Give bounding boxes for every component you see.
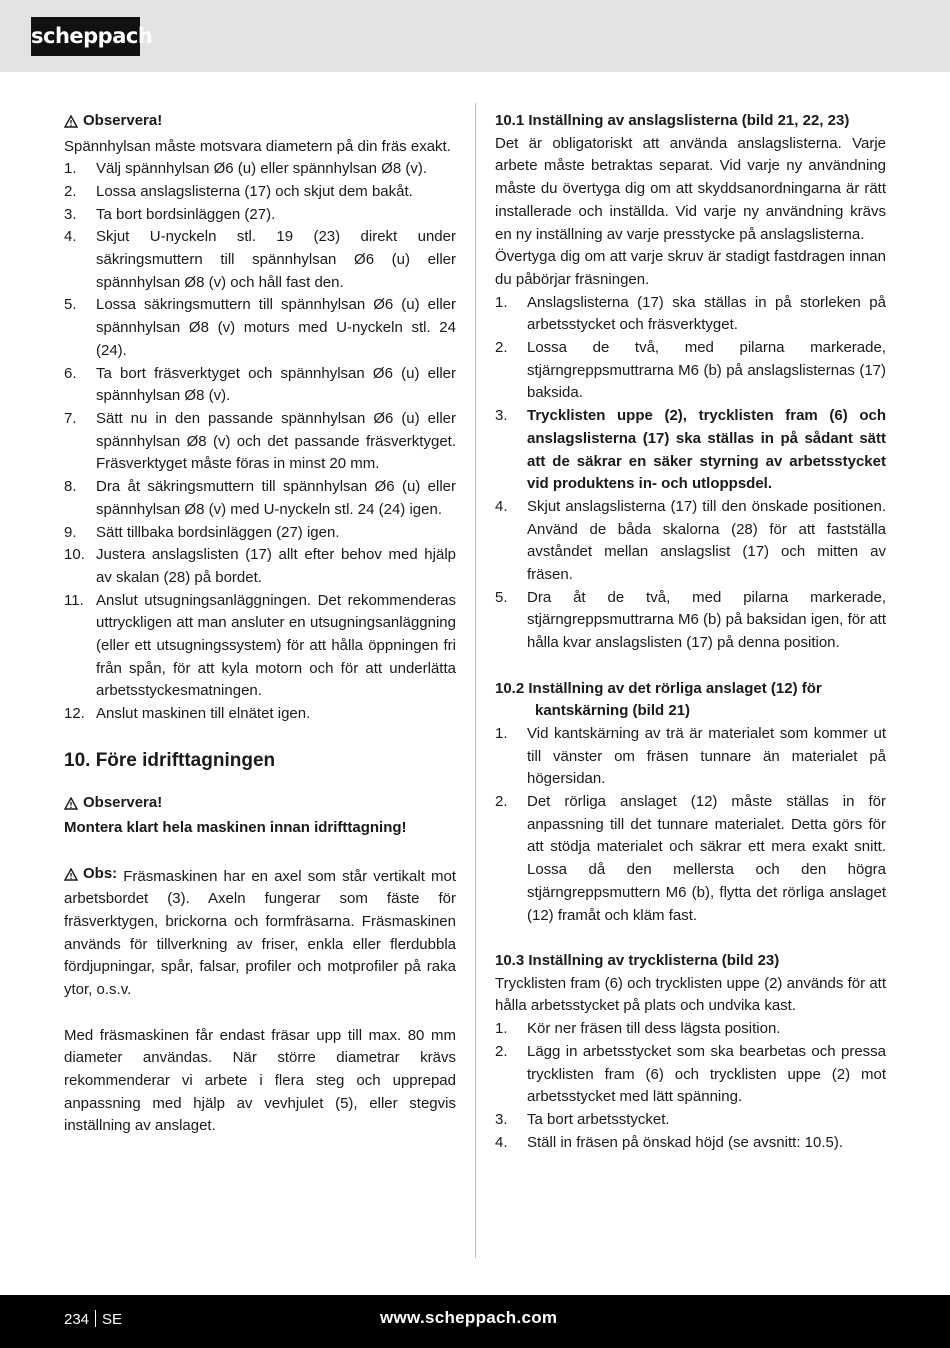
list-item: 6. Ta bort fräsverktyget och spännhylsan Ø6 (u) eller spännhylsan Ø8 (v). bbox=[64, 364, 456, 405]
brand-logo: scheppach bbox=[31, 17, 140, 56]
list-item: 2. Lägg in arbetsstycket som ska bearbetas och pressa trycklisten fram (6) och trycklisten uppe (2) mot arbetsstycket med lätt spänning. bbox=[495, 1042, 886, 1106]
warning-observera-2 bbox=[64, 792, 456, 818]
obs-text: Fräsmaskinen har en axel som står vertikalt mot arbetsbordet (3). Axeln fungerar som fäste för fräsverktygen, brickorna och formfräsarna. Fräsmaskinen används för tillverkning av friser, enkla eller flerdubbla fördjupningar, spår, falsar, profiler och motprofiler på raka ytor, o.s.v. bbox=[64, 867, 456, 999]
list-item: 9. Sätt tillbaka bordsinläggen (27) igen. bbox=[64, 523, 340, 541]
section-10-2-list bbox=[495, 723, 886, 927]
footer-separator bbox=[95, 1310, 96, 1327]
warning-title: Observera! bbox=[83, 793, 163, 811]
page-number-label bbox=[64, 1310, 122, 1328]
section-10-3-intro: Trycklisten fram (6) och trycklisten uppe (2) används för att hålla arbetsstycket på plats och undvika kast. bbox=[495, 974, 886, 1015]
section-10-3-heading: 10.3 Inställning av trycklisterna (bild 23) bbox=[495, 951, 780, 969]
list-item: 2. Det rörliga anslaget (12) måste ställas in för anpassning till det tunnare materialet. Detta görs för att stödja materialet och säkrar ett mera exakt snitt. Lossa då den mellersta och den högra stjärngreppsmuttern M6 (b), flytta det rörliga anslaget (12) framåt och kläm fast. bbox=[495, 793, 886, 924]
warning-observera-1 bbox=[64, 110, 456, 136]
list-item: 8. Dra åt säkringsmuttern till spännhylsan Ø6 (u) eller spännhylsan Ø8 (v) med U-nyckeln stl. 24 (24) igen. bbox=[64, 478, 456, 518]
section-10-1-intro-2: Övertyga dig om att varje skruv är stadigt fastdragen innan du påbörjar fräsningen. bbox=[495, 248, 886, 288]
warning-triangle-icon bbox=[64, 868, 78, 881]
list-item: 3. Ta bort arbetsstycket. bbox=[495, 1110, 670, 1128]
list-item: 1. Välj spännhylsan Ø6 (u) eller spännhylsan Ø8 (v). bbox=[64, 160, 427, 178]
warning-title: Observera! bbox=[83, 112, 163, 129]
section-10-3-list bbox=[495, 1018, 886, 1154]
page-header bbox=[0, 0, 950, 72]
section-title: 10. Före idrifttagningen bbox=[64, 749, 276, 771]
list-item: 5. Lossa säkringsmuttern till spännhylsan Ø6 (u) eller spännhylsan Ø8 (v) moturs med U-nyckeln stl. 24 (24). bbox=[64, 296, 456, 359]
warning-text: Spännhylsan måste motsvara diametern på din fräs exakt. bbox=[64, 137, 451, 155]
language-code: SE bbox=[102, 1311, 123, 1328]
page-number: 234 bbox=[64, 1311, 90, 1328]
list-item: 11. Anslut utsugningsanläggningen. Det rekommenderas uttryckligen att man ansluter en utsugningsanläggning (eller ett utsugningssystem) för att hålla öppningen fri från spån, för att kyla motorn och för att underlätta arbetsstyckesmatningen. bbox=[64, 591, 456, 700]
list-item: 2. Lossa anslagslisterna (17) och skjut dem bakåt. bbox=[64, 182, 413, 200]
list-item: 3. Ta bort bordsinläggen (27). bbox=[64, 205, 276, 223]
website-url: www.scheppach.com bbox=[380, 1308, 558, 1327]
list-item: 12. Anslut maskinen till elnätet igen. bbox=[64, 705, 311, 723]
page-footer bbox=[0, 1295, 950, 1348]
list-item: 7. Sätt nu in den passande spännhylsan Ø6 (u) eller spännhylsan Ø8 (v) och det passande fräsverktyget. Fräsverktyget måste föras in minst 20 mm. bbox=[64, 409, 456, 473]
warning-text: Montera klart hela maskinen innan idrifttagning! bbox=[64, 819, 407, 837]
warning-triangle-icon bbox=[64, 115, 78, 128]
section-10-1-list bbox=[495, 292, 886, 655]
section-10-2-heading: 10.2 Inställning av det rörliga anslaget (12) för kantskärning (bild 21) bbox=[495, 679, 822, 720]
list-item: 4. Skjut anslagslisterna (17) till den önskade positionen. Använd de båda skalorna (28) för att fastställa avståndet mellan anslagslist (17) och mitten av fräsen. bbox=[495, 497, 886, 584]
list-item: 4. Skjut U-nyckeln stl. 19 (23) direkt under säkringsmuttern till spännhylsan Ø6 (u) eller spännhylsan Ø8 (v) och håll fast den. bbox=[64, 228, 456, 291]
obs-lead: Obs: bbox=[83, 864, 118, 882]
warning-triangle-icon bbox=[64, 797, 78, 810]
list-item: 3. Trycklisten uppe (2), trycklisten fram (6) och anslagslisterna (17) ska ställas in på sådant sätt att de säkrar en säker styrning av arbetsstycket vid produktens in- och utloppsdel. bbox=[495, 407, 886, 493]
right-column bbox=[495, 110, 886, 1154]
section-10-1-heading: 10.1 Inställning av anslagslisterna (bild 21, 22, 23) bbox=[495, 112, 850, 129]
warning-obs-paragraph bbox=[64, 863, 456, 1002]
step-list bbox=[64, 158, 456, 726]
list-item: 1. Anslagslisterna (17) ska ställas in på storleken på arbetsstycket och fräsverktyget. bbox=[495, 293, 886, 334]
list-item: 1. Vid kantskärning av trä är materialet som kommer ut till vänster om fräsen tunnare än materialet på högersidan. bbox=[495, 724, 886, 788]
section-10-1-intro: Det är obligatoriskt att använda anslagslisterna. Varje arbete måste betraktas separat. Vid varje ny användning måste du övertyga dig om att skyddsanordningarna är rätt installerade och inställda. Vid varje ny användning krävs en ny inställning av varje presstycke på anslagslisterna. bbox=[495, 134, 886, 243]
left-column bbox=[64, 110, 456, 1138]
list-item: 10. Justera anslagslisten (17) allt efter behov med hjälp av skalan (28) på bordet. bbox=[64, 546, 456, 586]
diameter-paragraph: Med fräsmaskinen får endast fräsar upp till max. 80 mm diameter användas. När större diametrar krävs rekommenderar vi arbete i flera steg och upprepad anpassning med hjälp av vevhjulet (5), eller stegvis inställning av anslaget. bbox=[64, 1026, 456, 1135]
list-item: 5. Dra åt de två, med pilarna markerade, stjärngreppsmuttrarna M6 (b) på baksidan igen, för att hålla kvar anslagslisten (17) på denna position. bbox=[495, 588, 886, 652]
list-item: 1. Kör ner fräsen till dess lägsta position. bbox=[495, 1020, 781, 1038]
list-item: 2. Lossa de två, med pilarna markerade, stjärngreppsmuttrarna M6 (b) på anslagslisternas (17) baksida. bbox=[495, 339, 886, 402]
column-divider bbox=[475, 103, 476, 1258]
list-item: 4. Ställ in fräsen på önskad höjd (se avsnitt: 10.5). bbox=[495, 1133, 844, 1151]
